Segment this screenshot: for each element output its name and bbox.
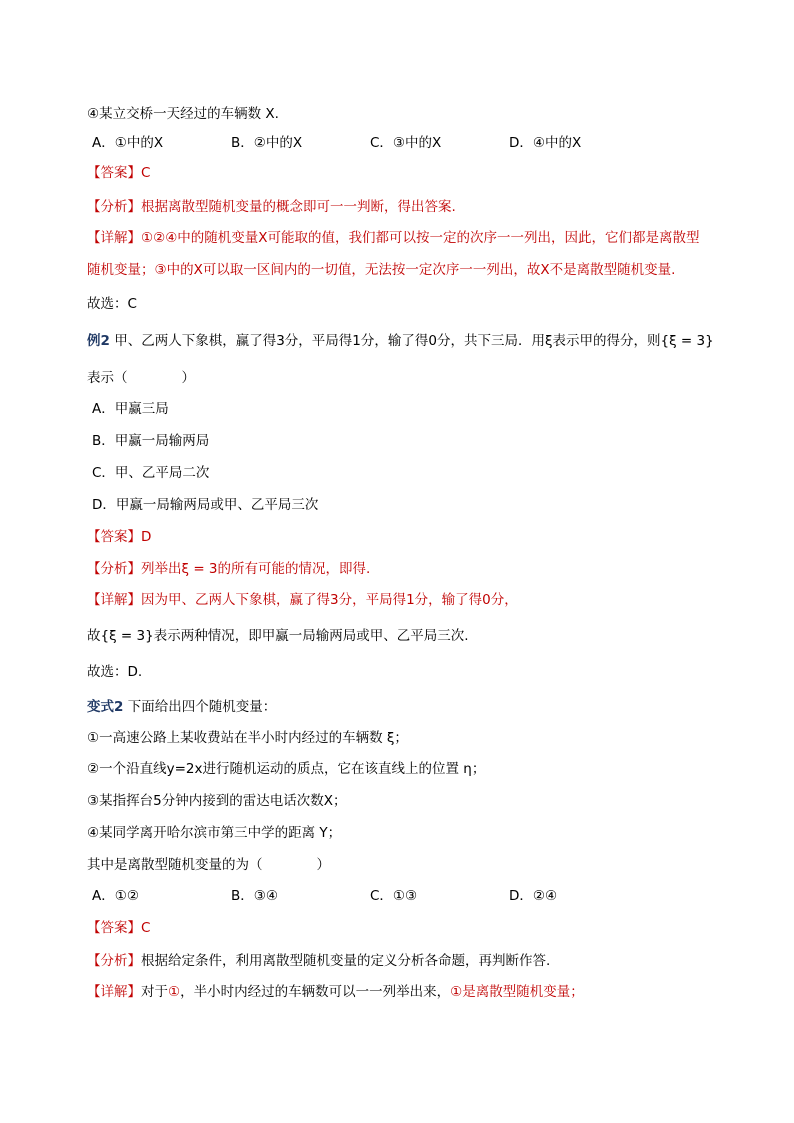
variant-item-3: ③某指挥台5分钟内接到的雷达电话次数X； [87, 793, 347, 809]
option-c: C．甲、乙平局二次 [92, 465, 210, 481]
variant-item-1: ①一高速公路上某收费站在半小时内经过的车辆数 ξ； [87, 730, 408, 746]
detail-label: 【详解】 [87, 984, 141, 1000]
answer-label: 【答案】 [87, 529, 141, 545]
analysis-label: 【分析】 [87, 953, 141, 969]
detail-text-a: 对于 [141, 984, 168, 1000]
options-row [92, 133, 581, 153]
analysis-label: 【分析】 [87, 199, 141, 215]
detail-text: 因为甲、乙两人下象棋，赢了得3分，平局得1分，输了得0分， [141, 592, 518, 608]
option-d: D．②④ [509, 888, 558, 904]
variant-2-intro [87, 697, 276, 717]
answer-value: D [141, 529, 152, 545]
question-line-2: 表示（ ） [87, 370, 195, 386]
analysis-text: 根据离散型随机变量的概念即可一一判断，得出答案. [141, 199, 456, 215]
detail-text-c: ①是离散型随机变量； [450, 984, 584, 1000]
question-text: 甲、乙两人下象棋，赢了得3分，平局得1分，输了得0分，共下三局．用ξ表示甲的得分，则{ξ = 3} [109, 333, 714, 349]
answer-label: 【答案】 [87, 920, 141, 936]
detail-text-2: 随机变量；③中的X可以取一区间内的一切值，无法按一定次序一一列出，故X不是离散型随机变量. [87, 262, 676, 278]
analysis-text: 列举出ξ = 3的所有可能的情况，即得. [141, 561, 371, 577]
detail-line-2 [87, 260, 675, 280]
variant-item-4: ④某同学离开哈尔滨市第三中学的距离 Y； [87, 825, 342, 841]
detail-line-1 [87, 590, 518, 610]
detail-text: ①②④中的随机变量X可能取的值，我们都可以按一定的次序一一列出，因此，它们都是离散型 [141, 230, 700, 246]
option-a: A．甲赢三局 [92, 401, 169, 417]
analysis-line [87, 559, 370, 579]
detail-label: 【详解】 [87, 592, 141, 608]
conclusion: 故选：D. [87, 664, 143, 680]
answer-line [87, 163, 150, 183]
option-c: C．③中的X [370, 135, 442, 151]
detail-text-b: ，半小时内经过的车辆数可以一一列举出来， [180, 984, 451, 1000]
variant-intro-text: 下面给出四个随机变量： [123, 699, 277, 715]
detail-line-1 [87, 228, 700, 248]
item-4-text: ④某立交桥一天经过的车辆数 X. [87, 106, 279, 122]
conclusion: 故选：C [87, 296, 137, 312]
answer-label: 【答案】 [87, 165, 141, 181]
option-d: D．甲赢一局输两局或甲、乙平局三次 [92, 497, 319, 513]
option-d: D．④中的X [509, 135, 582, 151]
answer-value: C [141, 920, 151, 936]
answer-line [87, 918, 150, 938]
detail-line-1 [87, 982, 584, 1002]
detail-label: 【详解】 [87, 230, 141, 246]
analysis-line [87, 197, 456, 217]
option-a: A．①② [92, 888, 139, 904]
option-a: A．①中的X [92, 135, 164, 151]
variant-label: 变式2 [87, 699, 124, 715]
detail-line-2: 故{ξ = 3}表示两种情况，即甲赢一局输两局或甲、乙平局三次. [87, 628, 469, 644]
answer-line [87, 527, 151, 547]
example-2-question [87, 331, 714, 351]
analysis-label: 【分析】 [87, 561, 141, 577]
option-b: B．②中的X [231, 135, 303, 151]
option-b: B．③④ [231, 888, 278, 904]
example-label: 例2 [87, 333, 110, 349]
analysis-text: 根据给定条件，利用离散型随机变量的定义分析各命题，再判断作答. [141, 953, 551, 969]
option-b: B．甲赢一局输两局 [92, 433, 210, 449]
answer-value: C [141, 165, 151, 181]
variant-question: 其中是离散型随机变量的为（ ） [87, 857, 330, 873]
variant-item-2: ②一个沿直线y=2x进行随机运动的质点，它在该直线上的位置 η； [87, 761, 486, 777]
options-row [92, 886, 557, 906]
analysis-line [87, 951, 550, 971]
option-c: C．①③ [370, 888, 418, 904]
detail-marker-1: ① [168, 984, 181, 1000]
